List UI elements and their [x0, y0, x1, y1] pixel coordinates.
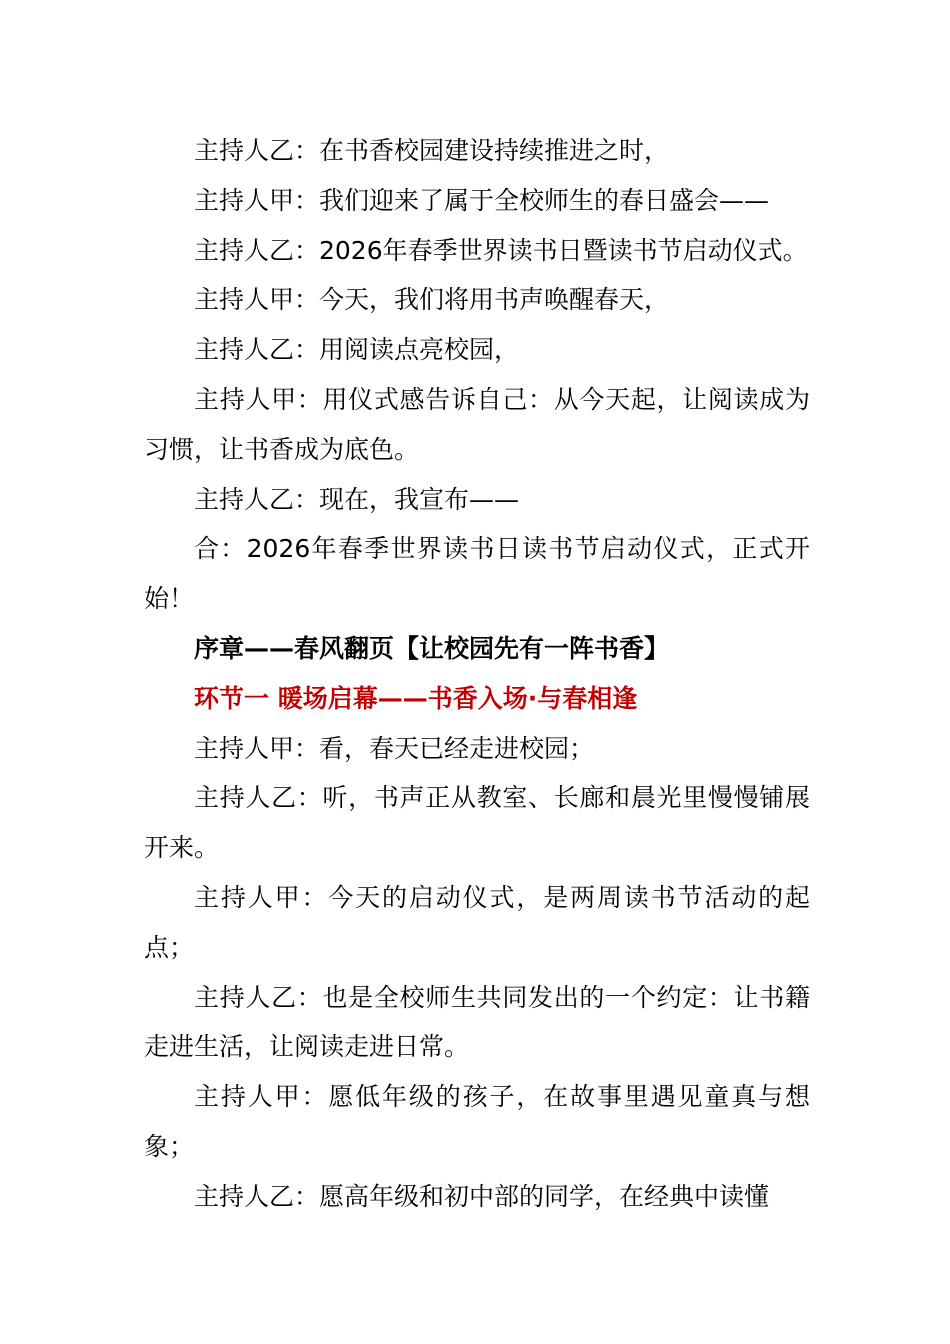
script-line: 合：2026年春季世界读书日读书节启动仪式，正式开始！ [144, 534, 810, 614]
script-line: 主持人乙：也是全校师生共同发出的一个约定：让书籍走进生活，让阅读走进日常。 [144, 982, 810, 1062]
script-line: 主持人甲：今天的启动仪式，是两周读书节活动的起点； [144, 882, 810, 962]
script-line: 主持人乙：现在，我宣布—— [194, 484, 520, 514]
script-line: 主持人乙：用阅读点亮校园， [194, 335, 520, 365]
script-line: 主持人乙：愿高年级和初中部的同学，在经典中读懂 [194, 1181, 770, 1211]
section-heading: 环节一 暖场启幕——书香入场·与春相逢 [194, 683, 638, 713]
script-line: 主持人甲：愿低年级的孩子，在故事里遇见童真与想象； [144, 1082, 810, 1161]
script-line: 主持人甲：看，春天已经走进校园； [194, 733, 595, 763]
script-line: 主持人甲：今天，我们将用书声唤醒春天， [194, 285, 670, 315]
script-line: 主持人乙：在书香校园建设持续推进之时， [194, 136, 670, 165]
script-line: 主持人乙：2026年春季世界读书日暨读书节启动仪式。 [194, 235, 808, 265]
script-line: 主持人乙：听，书声正从教室、长廊和晨光里慢慢铺展开来。 [144, 783, 810, 863]
chapter-heading: 序章——春风翻页【让校园先有一阵书香】 [194, 633, 670, 663]
document-body [144, 126, 810, 1222]
script-line: 主持人甲：用仪式感告诉自己：从今天起，让阅读成为习惯，让书香成为底色。 [144, 384, 810, 464]
script-line: 主持人甲：我们迎来了属于全校师生的春日盛会—— [194, 185, 770, 215]
